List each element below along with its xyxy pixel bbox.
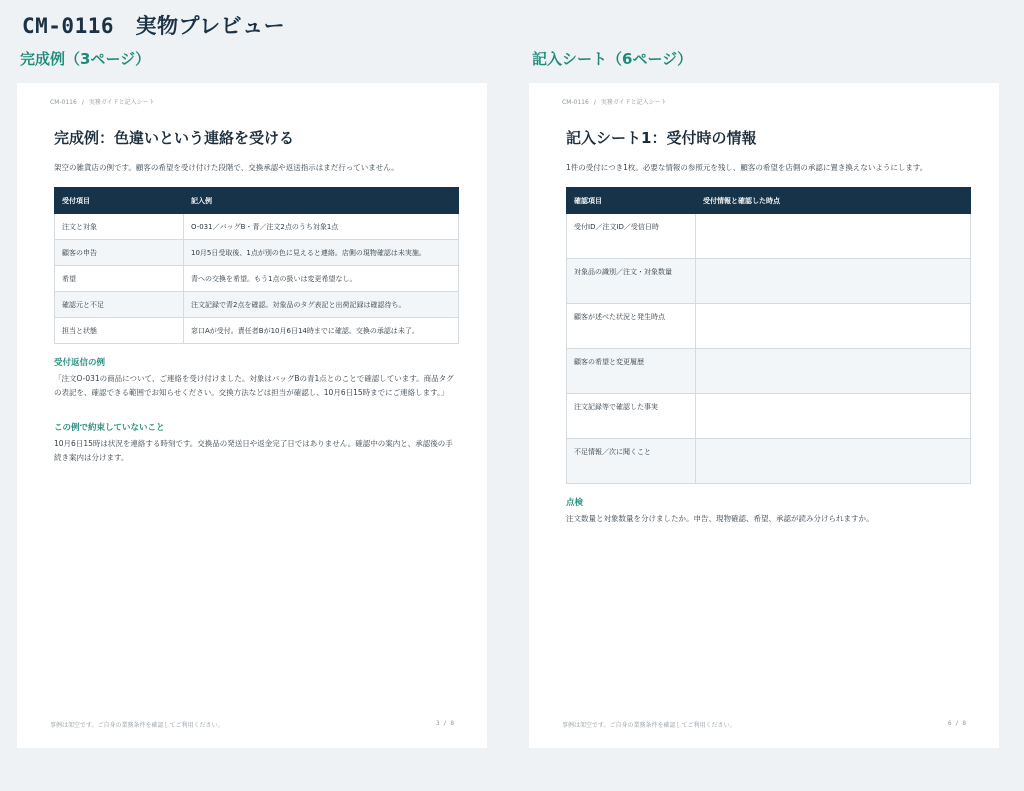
footer-note: 事例は架空です。ご自身の業務条件を確認してご利用ください。 [50, 722, 224, 729]
table-header: 記入例 [184, 188, 459, 214]
table-cell: 10月5日受取後、1点が別の色に見えると連絡。店側の現物確認は未実施。 [184, 240, 459, 266]
table-cell: 受付ID／注文ID／受信日時 [567, 214, 696, 259]
table-cell: 注文記録で青2点を確認。対象品のタグ表記と出荷記録は確認待ち。 [184, 292, 459, 318]
footer-note: 事例は架空です。ご自身の業務条件を確認してご利用ください。 [562, 722, 736, 729]
sample-page-3 [17, 83, 487, 748]
sheet-heading: 完成例：色違いという連絡を受ける [54, 129, 295, 147]
left-section-title: 完成例（3ページ） [20, 50, 151, 68]
table-cell: 担当と状態 [55, 318, 184, 344]
breadcrumb-doc: 実務ガイドと記入シート [600, 99, 667, 106]
table-cell: 注文と対象 [55, 214, 184, 240]
entry-cell [696, 439, 971, 484]
table-cell: 顧客の希望と変更履歴 [567, 349, 696, 394]
table-cell: 不足情報／次に聞くこと [567, 439, 696, 484]
table-header: 確認項目 [567, 188, 696, 214]
table-row [55, 240, 459, 266]
table-row [55, 292, 459, 318]
table-cell: 青への交換を希望。もう1点の扱いは変更希望なし。 [184, 266, 459, 292]
breadcrumb-code: CM-0116 [50, 99, 77, 106]
reply-text: 「注文O-031の商品について、ご連絡を受け付けました。対象はバッグBの青1点とのことで確認しています。商品タグの表記を、確認できる範囲でお知らせください。交換方法などは担当が確認し、10月6日15時までにご連絡します。」 [54, 374, 454, 397]
sample-page-6 [529, 83, 999, 748]
page-number: 3 / 8 [435, 720, 454, 727]
sheet-lead: 1件の受付につき1枚。必要な情報の参照元を残し、顧客の希望を店側の承認に置き換えないようにします。 [566, 163, 928, 172]
table-header: 受付項目 [55, 188, 184, 214]
table-cell: 注文記録等で確認した事実 [567, 394, 696, 439]
check-text: 注文数量と対象数量を分けましたか。申告、現物確認、希望、承認が読み分けられますか。 [566, 514, 874, 523]
table-cell: 希望 [55, 266, 184, 292]
reply-heading: 受付返信の例 [54, 358, 106, 368]
table-cell: 確認元と不足 [55, 292, 184, 318]
table-row [567, 439, 971, 484]
table-row [567, 349, 971, 394]
entry-cell [696, 349, 971, 394]
breadcrumb-code: CM-0116 [562, 99, 589, 106]
promise-heading: この例で約束していないこと [54, 423, 165, 433]
table-row [567, 304, 971, 349]
entry-cell [696, 259, 971, 304]
table-cell: 窓口Aが受付。責任者Bが10月6日14時までに確認。交換の承認は未了。 [184, 318, 459, 344]
entry-cell [696, 304, 971, 349]
table-row [567, 259, 971, 304]
table-row [567, 394, 971, 439]
promise-text: 10月6日15時は状況を連絡する時刻です。交換品の発送日や返金完了日ではありません。確認中の案内と、承認後の手続き案内は分けます。 [54, 439, 453, 462]
breadcrumb [50, 97, 155, 106]
breadcrumb [562, 97, 667, 106]
breadcrumb-separator: / [81, 99, 84, 106]
table-cell: O-031／バッグB・青／注文2点のうち対象1点 [184, 214, 459, 240]
breadcrumb-doc: 実務ガイドと記入シート [88, 99, 155, 106]
example-table [54, 187, 459, 344]
breadcrumb-separator: / [593, 99, 596, 106]
table-row [55, 266, 459, 292]
table-row [55, 318, 459, 344]
table-header: 受付情報と確認した時点 [696, 188, 971, 214]
table-cell: 顧客が述べた状況と発生時点 [567, 304, 696, 349]
worksheet-table [566, 187, 971, 484]
table-cell: 顧客の申告 [55, 240, 184, 266]
table-row [55, 214, 459, 240]
entry-cell [696, 394, 971, 439]
sheet-heading: 記入シート1：受付時の情報 [566, 129, 757, 147]
entry-cell [696, 214, 971, 259]
table-cell: 対象品の識別／注文・対象数量 [567, 259, 696, 304]
page-number: 6 / 8 [947, 720, 966, 727]
table-row [567, 214, 971, 259]
right-section-title: 記入シート（6ページ） [532, 50, 693, 68]
sheet-lead: 架空の雑貨店の例です。顧客の希望を受け付けた段階で、交換承認や返送指示はまだ行っていません。 [54, 163, 399, 172]
page-title: CM-0116 実物プレビュー [22, 14, 286, 38]
check-heading: 点検 [566, 498, 584, 508]
